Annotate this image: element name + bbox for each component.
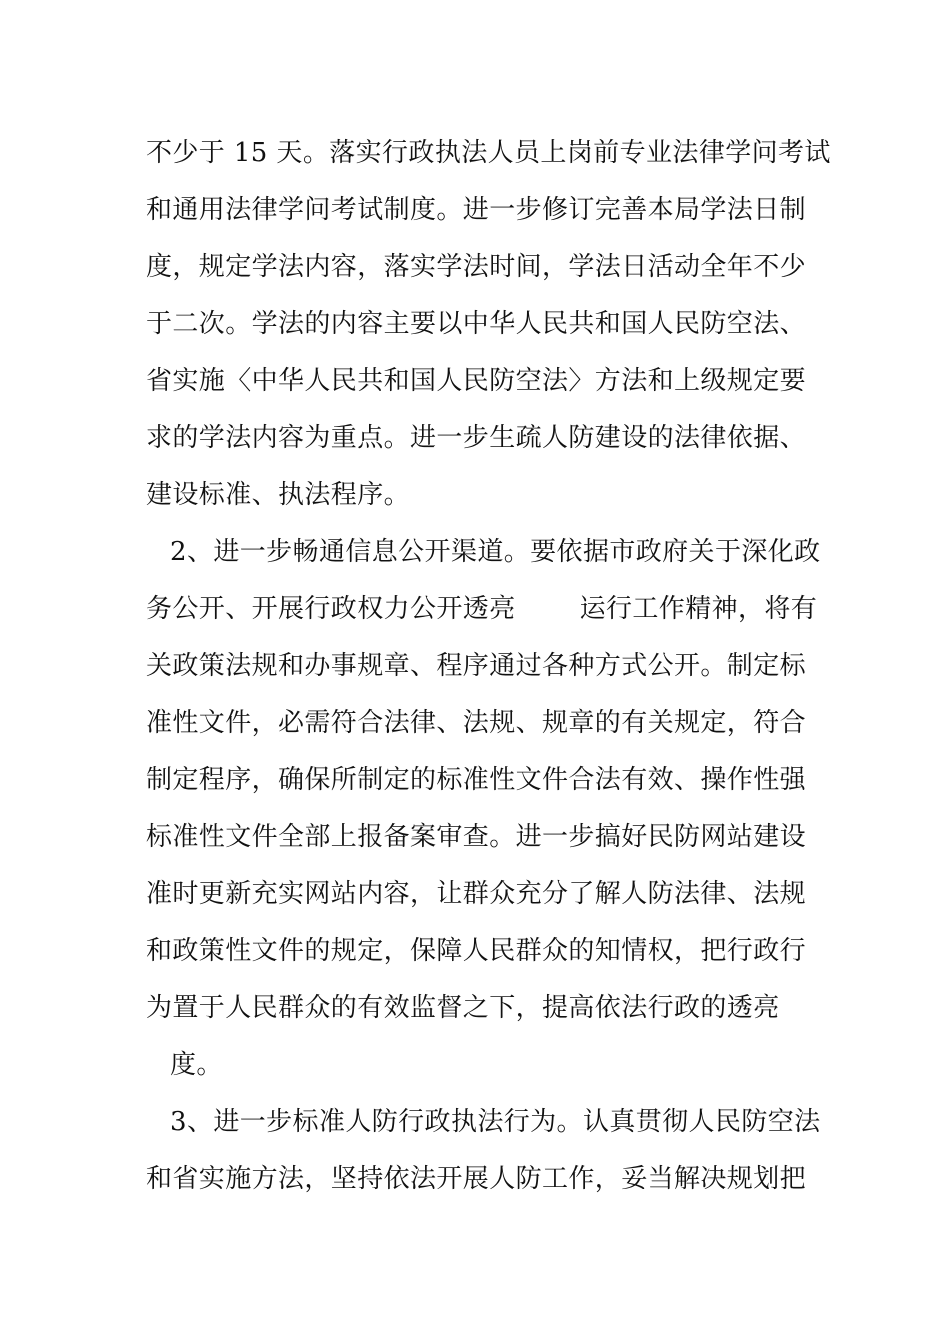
paragraph-2-start: 2、进一步畅通信息公开渠道。要依据市政府关于深化政: [170, 537, 821, 567]
text-segment: 务公开、开展行政权力公开透亮: [146, 594, 516, 624]
text-line: 于二次。学法的内容主要以中华人民共和国人民防空法、: [146, 309, 807, 339]
text-line: 和通用法律学问考试制度。进一步修订完善本局学法日制: [146, 195, 807, 225]
text-line: 建设标准、执法程序。: [146, 480, 411, 510]
text-line: 准性文件，必需符合法律、法规、规章的有关规定，符合: [146, 708, 807, 738]
text-line: 求的学法内容为重点。进一步生疏人防建设的法律依据、: [146, 423, 807, 453]
text-line: 为置于人民群众的有效监督之下，提高依法行政的透亮: [146, 993, 780, 1023]
text-line: 度。: [170, 1050, 223, 1080]
text-segment: 运行工作精神，将有: [579, 594, 818, 624]
text-line: [146, 589, 826, 629]
text-line: 标准性文件全部上报备案审查。进一步搞好民防网站建设: [146, 822, 807, 852]
text-line: 制定程序，确保所制定的标准性文件合法有效、操作性强: [146, 765, 807, 795]
text-line: 度，规定学法内容，落实学法时间，学法日活动全年不少: [146, 252, 807, 282]
text-line: 关政策法规和办事规章、程序通过各种方式公开。制定标: [146, 651, 807, 681]
text-line: 和政策性文件的规定，保障人民群众的知情权，把行政行: [146, 936, 807, 966]
text-line: 准时更新充实网站内容，让群众充分了解人防法律、法规: [146, 879, 807, 909]
text-line: 省实施〈中华人民共和国人民防空法〉方法和上级规定要: [146, 366, 807, 396]
text-line: 不少于 15 天。落实行政执法人员上岗前专业法律学问考试: [146, 138, 831, 168]
paragraph-3-start: 3、进一步标准人防行政执法行为。认真贯彻人民防空法: [170, 1107, 821, 1137]
text-line: 和省实施方法，坚持依法开展人防工作，妥当解决规划把: [146, 1164, 807, 1194]
